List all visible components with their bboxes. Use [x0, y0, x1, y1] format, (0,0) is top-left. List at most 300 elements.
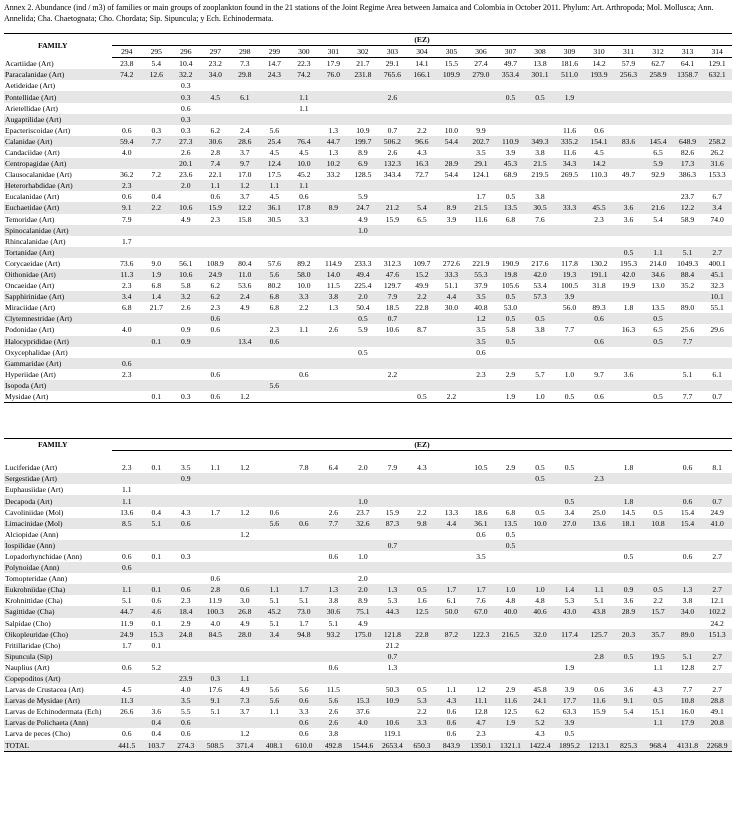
abundance-value [142, 324, 172, 335]
abundance-value [555, 484, 585, 495]
abundance-value: 53.0 [503, 303, 518, 313]
abundance-value: 1.0 [358, 225, 368, 235]
abundance-value [584, 347, 614, 358]
abundance-value [201, 651, 231, 662]
abundance-value: 7.2 [151, 170, 162, 180]
abundance-value [319, 573, 349, 584]
abundance-value [171, 562, 201, 573]
abundance-value [142, 247, 172, 258]
family-name: Cavoliniidae (Mol) [5, 507, 64, 517]
abundance-value [555, 114, 585, 125]
abundance-value [614, 80, 644, 91]
abundance-value: 57.3 [533, 292, 547, 302]
abundance-value: 0.6 [269, 336, 280, 346]
abundance-value: 0.1 [151, 336, 162, 346]
abundance-value [348, 80, 378, 91]
abundance-value: 0.6 [476, 347, 486, 357]
abundance-value: 13.4 [238, 336, 252, 346]
abundance-value: 22.3 [297, 59, 311, 69]
abundance-value: 3.4 [269, 629, 280, 639]
station-header: 294 [112, 46, 142, 58]
abundance-value: 8.5 [122, 518, 132, 528]
station-header: 297 [201, 46, 231, 58]
abundance-value: 27.0 [562, 518, 577, 528]
family-name: Decapoda (Art) [5, 496, 53, 506]
abundance-value: 6.8 [269, 303, 280, 313]
abundance-value: 57.6 [267, 258, 281, 268]
abundance-value: 6.5 [653, 147, 663, 157]
abundance-value [584, 324, 614, 335]
abundance-value [112, 80, 142, 91]
abundance-value: 0.6 [299, 729, 309, 739]
abundance-value: 22.1 [208, 170, 222, 180]
abundance-value: 11.5 [326, 685, 340, 695]
abundance-value: 4.3 [653, 685, 663, 695]
abundance-value [348, 180, 378, 191]
abundance-value: 5.9 [358, 325, 368, 335]
abundance-value: 0.3 [181, 81, 191, 91]
abundance-value [496, 484, 526, 495]
abundance-value [260, 728, 290, 739]
abundance-value [496, 618, 526, 629]
abundance-value: 1.1 [299, 103, 309, 113]
abundance-value: 44.7 [326, 136, 341, 146]
abundance-value: 27.3 [179, 136, 193, 146]
abundance-value: 9.7 [240, 159, 250, 169]
abundance-value [643, 180, 673, 191]
abundance-value: 3.6 [623, 596, 634, 606]
abundance-value [378, 236, 408, 247]
abundance-value [171, 640, 201, 651]
abundance-value: 10.6 [385, 718, 400, 728]
abundance-value: 0.6 [122, 729, 132, 739]
abundance-value: 50.4 [356, 303, 370, 313]
abundance-value: 2.3 [122, 463, 132, 473]
abundance-value: 1.7 [446, 585, 457, 595]
abundance-value [171, 380, 201, 391]
abundance-value: 0.6 [181, 103, 191, 113]
abundance-value [614, 358, 644, 369]
abundance-value: 4.0 [210, 618, 221, 628]
abundance-value [496, 347, 526, 358]
abundance-value: 3.8 [682, 596, 693, 606]
abundance-value: 0.5 [564, 463, 575, 473]
abundance-value: 4.5 [299, 147, 309, 157]
family-name: Sergestidae (Art) [5, 474, 57, 484]
abundance-value: 0.6 [181, 585, 191, 595]
abundance-value [555, 673, 585, 684]
abundance-value [702, 529, 732, 540]
abundance-value [584, 225, 614, 236]
abundance-value [584, 662, 614, 673]
abundance-value: 11.5 [326, 281, 340, 291]
abundance-value [525, 562, 555, 573]
family-name: Larvas de Mysidae (Art) [5, 696, 80, 706]
abundance-value [348, 562, 378, 573]
abundance-value [230, 518, 260, 529]
abundance-value [142, 369, 172, 380]
abundance-value: 4.3 [446, 696, 457, 706]
abundance-value [260, 529, 290, 540]
abundance-value [260, 495, 290, 506]
abundance-value [614, 125, 644, 136]
abundance-value: 0.5 [505, 192, 516, 202]
abundance-value [555, 651, 585, 662]
abundance-value [348, 114, 378, 125]
abundance-value [555, 551, 585, 562]
family-name: Iospilidae (Ann) [5, 540, 55, 550]
abundance-value [614, 225, 644, 236]
table-caption: Annex 2. Abundance (ind / m3) of families or main groups of zooplankton found in the 21 stations of the Joint Regime Area between Jamaica and Colombia in October 2011. Phylum: Art. Arthropoda; Mol. Mollusca; Ann. Annelida; Cha. Chaetognata; Cho. Chordata; Sip. Sipuncula; y Ech. Echinodermata. [4, 3, 714, 23]
abundance-value [673, 529, 703, 540]
abundance-value: 24.3 [267, 70, 281, 80]
abundance-value: 1213.1 [584, 740, 614, 752]
table-row [4, 191, 732, 202]
abundance-value [348, 651, 378, 662]
abundance-value: 17.5 [267, 170, 281, 180]
abundance-value: 3.9 [564, 292, 575, 302]
abundance-value: 0.5 [505, 529, 516, 539]
abundance-value: 5.1 [210, 707, 221, 717]
table-row [4, 291, 732, 302]
abundance-value [171, 651, 201, 662]
abundance-value [643, 673, 673, 684]
abundance-value [496, 551, 526, 562]
abundance-value: 0.1 [151, 551, 162, 561]
abundance-value: 7.9 [122, 214, 132, 224]
abundance-value: 1.2 [240, 529, 250, 539]
abundance-value: 11.9 [208, 596, 222, 606]
table-row [4, 280, 732, 291]
abundance-value: 5.8 [505, 325, 516, 335]
abundance-value [437, 91, 467, 102]
abundance-value: 15.4 [680, 507, 695, 517]
abundance-value: 0.6 [210, 369, 221, 379]
abundance-value [260, 562, 290, 573]
family-name: Clausocalanidae (Art) [5, 170, 72, 180]
station-header: 306 [466, 46, 496, 58]
abundance-value: 28.6 [238, 136, 252, 146]
abundance-value [496, 114, 526, 125]
abundance-value: 58.0 [297, 270, 311, 280]
abundance-value: 7.7 [151, 136, 162, 146]
abundance-value: 49.1 [710, 707, 724, 717]
abundance-value: 26.6 [120, 707, 134, 717]
abundance-value [702, 80, 732, 91]
abundance-value [407, 336, 437, 347]
abundance-value [289, 358, 319, 369]
abundance-value: 4.0 [122, 325, 132, 335]
station-header: 302 [348, 46, 378, 58]
abundance-value: 225.4 [354, 281, 372, 291]
abundance-value: 3.3 [417, 718, 427, 728]
abundance-value [289, 80, 319, 91]
abundance-value: 0.1 [151, 618, 162, 628]
abundance-value: 258.2 [708, 136, 726, 146]
abundance-value: 5.1 [269, 618, 280, 628]
abundance-value [673, 484, 703, 495]
abundance-value [673, 673, 703, 684]
abundance-value: 3.5 [476, 147, 486, 157]
abundance-value: 32.6 [356, 518, 370, 528]
abundance-value [348, 336, 378, 347]
abundance-value [407, 673, 437, 684]
abundance-value: 0.6 [299, 718, 309, 728]
family-name: Spinocalanidae (Art) [5, 225, 69, 235]
abundance-value: 0.5 [358, 314, 368, 324]
abundance-value: 2.2 [417, 292, 427, 302]
abundance-value [378, 551, 408, 562]
abundance-value [525, 225, 555, 236]
abundance-value [437, 336, 467, 347]
abundance-value [112, 103, 142, 114]
abundance-value [378, 80, 408, 91]
abundance-value: 10.0 [533, 518, 547, 528]
abundance-value: 1.7 [476, 192, 486, 202]
station-header: 295 [142, 46, 172, 58]
abundance-value [142, 236, 172, 247]
abundance-value [289, 473, 319, 484]
abundance-value: 2.2 [437, 391, 467, 403]
abundance-value: 12.1 [710, 596, 724, 606]
abundance-value: 16.0 [680, 707, 695, 717]
abundance-value [201, 640, 231, 651]
table-row [4, 462, 732, 473]
abundance-value: 21.5 [533, 159, 547, 169]
abundance-value [496, 125, 526, 136]
abundance-value [201, 358, 231, 369]
abundance-value: 2.8 [210, 585, 221, 595]
abundance-value: 0.6 [682, 463, 693, 473]
abundance-value [142, 114, 172, 125]
abundance-value: 4.3 [417, 463, 427, 473]
abundance-value [201, 662, 231, 673]
abundance-value: 87.2 [444, 629, 459, 639]
abundance-value: 0.7 [387, 540, 398, 550]
family-name: Tomopteridae (Ann) [5, 574, 68, 584]
table-row [4, 473, 732, 484]
abundance-value: 41.0 [710, 518, 724, 528]
family-name: Polynoidae (Ann) [5, 563, 60, 573]
abundance-value [643, 618, 673, 629]
abundance-value: 22.8 [415, 303, 429, 313]
abundance-value [378, 247, 408, 258]
family-name: Augaptilidae (Art) [5, 114, 62, 124]
abundance-value: 1.9 [496, 391, 526, 403]
abundance-value [201, 336, 231, 347]
abundance-value: 7.3 [240, 696, 250, 706]
abundance-value [348, 662, 378, 673]
abundance-value [201, 236, 231, 247]
abundance-value [319, 336, 349, 347]
abundance-value: 12.4 [267, 159, 281, 169]
abundance-value [643, 462, 673, 473]
abundance-value: 3.6 [623, 203, 634, 213]
abundance-value [142, 103, 172, 114]
abundance-value: 30.5 [533, 203, 547, 213]
abundance-value: 92.9 [651, 170, 665, 180]
table-row [4, 313, 732, 324]
abundance-value [437, 495, 467, 506]
family-name: Clytemnestridae (Art) [5, 314, 72, 324]
abundance-value: 5.3 [387, 596, 398, 606]
abundance-value [142, 147, 172, 158]
family-name: Oikopleuridae (Cho) [5, 629, 69, 639]
abundance-value: 33.3 [562, 203, 577, 213]
abundance-value: 26.2 [710, 147, 724, 157]
abundance-value: 12.2 [238, 203, 252, 213]
abundance-value [496, 236, 526, 247]
abundance-value: 2.7 [712, 662, 722, 672]
abundance-value [230, 717, 260, 728]
abundance-value: 2.9 [505, 369, 516, 379]
abundance-value: 3.8 [535, 147, 545, 157]
abundance-value: 21.2 [385, 203, 400, 213]
abundance-value [230, 573, 260, 584]
abundance-value: 1.8 [623, 303, 634, 313]
abundance-value: 43.8 [592, 607, 606, 617]
abundance-value [466, 80, 496, 91]
abundance-value: 33.2 [326, 170, 341, 180]
abundance-value: 0.5 [653, 585, 663, 595]
abundance-value [289, 562, 319, 573]
abundance-value: 492.8 [319, 740, 349, 752]
abundance-value: 30.5 [267, 214, 281, 224]
abundance-value: 0.5 [653, 507, 663, 517]
family-name: Alciopidae (Ann) [5, 529, 59, 539]
abundance-value [289, 495, 319, 506]
family-name: Paracalanidae (Art) [5, 70, 65, 80]
abundance-value: 3.9 [446, 214, 457, 224]
abundance-value: 6.1 [712, 369, 722, 379]
abundance-value: 11.6 [474, 214, 488, 224]
abundance-value: 128.5 [354, 170, 372, 180]
abundance-value: 74.0 [710, 214, 724, 224]
abundance-value [289, 225, 319, 236]
abundance-value: 765.6 [383, 70, 401, 80]
abundance-value: 258.9 [649, 70, 667, 80]
abundance-value: 0.6 [299, 192, 309, 202]
abundance-value: 4.9 [240, 685, 250, 695]
family-name: Calanidae (Art) [5, 136, 53, 146]
abundance-value [378, 336, 408, 347]
abundance-value [319, 380, 349, 391]
abundance-value: 7.3 [240, 59, 250, 69]
abundance-value [260, 462, 290, 473]
abundance-value: 80.2 [267, 281, 281, 291]
abundance-value [407, 236, 437, 247]
abundance-value: 2.6 [181, 147, 191, 157]
abundance-value: 28.9 [621, 607, 636, 617]
abundance-value [614, 484, 644, 495]
abundance-value [142, 573, 172, 584]
abundance-value: 3.6 [623, 369, 634, 379]
abundance-value [614, 347, 644, 358]
abundance-value: 45.5 [592, 203, 606, 213]
abundance-value [260, 391, 290, 403]
abundance-value: 21.5 [474, 203, 488, 213]
abundance-value: 0.6 [240, 585, 250, 595]
abundance-value [584, 495, 614, 506]
abundance-value: 3.6 [151, 707, 162, 717]
abundance-value: 0.5 [623, 651, 634, 661]
abundance-value [496, 225, 526, 236]
abundance-value [525, 662, 555, 673]
table-row [4, 562, 732, 573]
abundance-value: 0.5 [505, 540, 516, 550]
abundance-value [378, 484, 408, 495]
abundance-value: 17.7 [562, 696, 577, 706]
abundance-value [584, 573, 614, 584]
abundance-value: 45.8 [533, 685, 547, 695]
abundance-value [614, 103, 644, 114]
abundance-value [230, 114, 260, 125]
abundance-value: 190.9 [501, 258, 519, 268]
table-row [4, 584, 732, 595]
abundance-value: 1.1 [594, 585, 604, 595]
abundance-value [466, 225, 496, 236]
abundance-value: 4.6 [151, 607, 162, 617]
abundance-value [437, 225, 467, 236]
abundance-value: 0.6 [122, 563, 132, 573]
abundance-value: 7.6 [476, 596, 486, 606]
abundance-value: 4.3 [181, 507, 191, 517]
table-row [4, 202, 732, 213]
abundance-value: 0.3 [151, 125, 162, 135]
family-name: Arietellidae (Art) [5, 103, 58, 113]
abundance-value: 2.0 [181, 181, 191, 191]
abundance-value: 2.4 [240, 292, 250, 302]
abundance-value: 1.7 [299, 585, 309, 595]
abundance-value: 59.4 [120, 136, 134, 146]
abundance-value: 102.2 [708, 607, 726, 617]
abundance-value [466, 103, 496, 114]
abundance-value: 2.7 [712, 651, 722, 661]
abundance-value: 0.6 [181, 729, 191, 739]
abundance-value: 16.3 [621, 325, 636, 335]
abundance-value [437, 191, 467, 202]
abundance-value [230, 80, 260, 91]
abundance-value: 6.8 [505, 214, 516, 224]
abundance-value: 6.2 [535, 707, 545, 717]
abundance-value: 87.3 [385, 518, 400, 528]
abundance-value [584, 462, 614, 473]
abundance-value: 13.0 [651, 281, 665, 291]
abundance-value: 0.5 [417, 585, 427, 595]
abundance-value [142, 180, 172, 191]
abundance-value [496, 80, 526, 91]
abundance-value [702, 728, 732, 739]
abundance-value [466, 673, 496, 684]
abundance-value: 1.1 [446, 685, 457, 695]
abundance-value [230, 369, 260, 380]
abundance-value [378, 529, 408, 540]
abundance-value [260, 551, 290, 562]
abundance-value [525, 80, 555, 91]
abundance-value: 2.7 [712, 551, 722, 561]
abundance-value: 1.0 [358, 551, 368, 561]
abundance-value [407, 473, 437, 484]
abundance-value: 50.3 [385, 685, 400, 695]
abundance-value: 2.3 [476, 369, 486, 379]
abundance-value: 0.5 [623, 247, 634, 257]
abundance-value: 56.1 [179, 258, 193, 268]
abundance-value: 11.3 [120, 270, 134, 280]
family-name: Hyperiidae (Art) [5, 369, 56, 379]
table-row [4, 125, 732, 136]
abundance-value [319, 225, 349, 236]
abundance-value: 3.3 [299, 707, 309, 717]
